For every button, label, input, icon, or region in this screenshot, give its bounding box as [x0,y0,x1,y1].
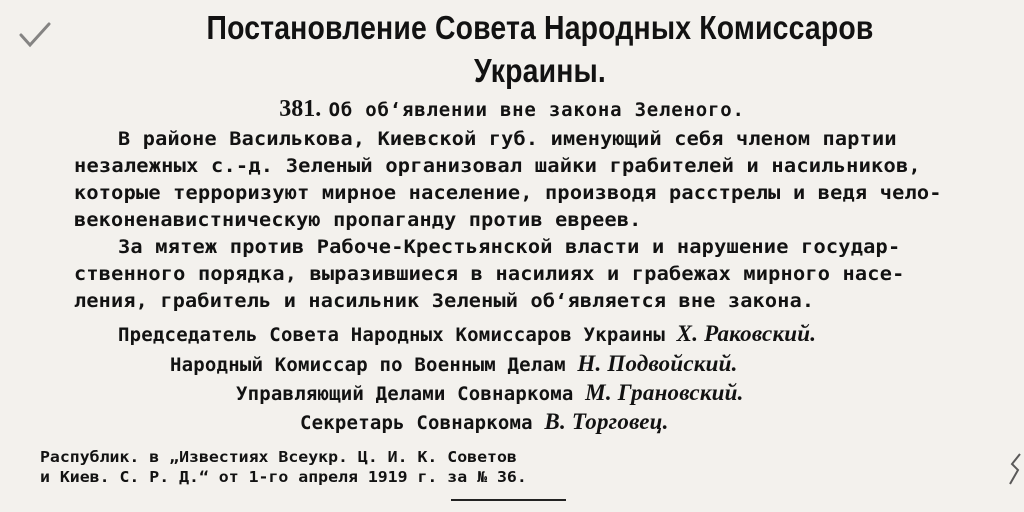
closing-rule [451,499,566,501]
body-line: В районе Василькова, Киевской губ. именующий себя членом партии [118,128,897,150]
decree-title: Об об‘явлении вне закона Зеленого. [328,99,745,121]
republication-note: и Киев. С. Р. Д.“ от 1-го апреля 1919 г. за № 36. [40,468,527,486]
body-line: веконенавистническую пропаганду против евреев. [74,209,642,231]
signature-position: Секретарь Совнаркома [300,412,533,434]
signature-position: Председатель Совета Народных Комиссаров Украины [118,324,666,346]
decree-heading: Постановление Совета Народных Комиссаров [206,9,874,46]
decree-heading-country: Украины. [474,52,606,89]
body-line: ления, грабитель и насильник Зеленый об‘является вне закона. [74,290,815,312]
checkmark-icon [18,20,52,50]
body-line: ственного порядка, выразившиеся в насилиях и грабежах мирного насе- [74,263,905,285]
signature-line [118,322,816,345]
signature-name: В. Торговец. [544,409,669,434]
signature-line [236,381,744,404]
signature-name: Х. Раковский. [676,321,817,346]
body-line: За мятеж против Рабоче-Крестьянской власти и нарушение государ- [118,236,901,258]
margin-mark-icon [1006,452,1024,486]
body-line: незалежных с.-д. Зеленый организовал шайки грабителей и насильников, [74,155,921,177]
signature-position: Народный Комиссар по Военным Делам [170,354,566,376]
republication-note: Распублик. в „Известиях Всеукр. Ц. И. К. Советов [40,448,517,466]
signature-position: Управляющий Делами Совнаркома [236,383,574,405]
signature-line [170,352,738,375]
body-line: которые терроризуют мирное население, производя расстрелы и ведя чело- [74,182,942,204]
signature-name: Н. Подвойский. [577,351,738,376]
decree-subtitle [0,97,1024,121]
signature-name: М. Грановский. [585,380,744,405]
decree-number: 381. [279,96,322,122]
signature-line [300,410,669,433]
